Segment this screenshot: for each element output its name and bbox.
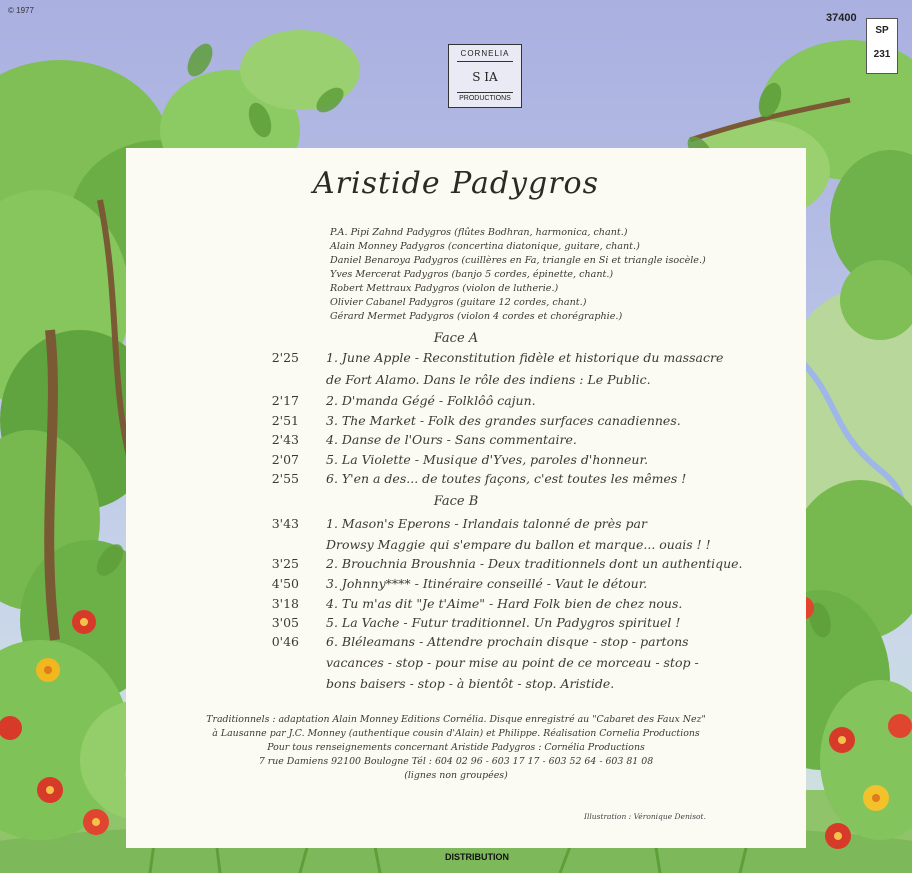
track-duration: 0'46	[271, 634, 299, 649]
flower-icon	[825, 823, 851, 849]
flower-icon	[863, 785, 889, 811]
label-sticker	[866, 18, 898, 74]
credit-line: à Lausanne par J.C. Monney (authentique cousin d'Alain) et Philippe. Réalisation Cornelia Productions	[212, 728, 700, 739]
track-title: Drowsy Maggie qui s'empare du ballon et marque... ouais ! !	[326, 537, 711, 552]
track-title: 2. D'manda Gégé - Folklôô cajun.	[326, 393, 536, 408]
member-line: Daniel Benaroya Padygros (cuillères en Fa, triangle en Si et triangle isocèle.)	[330, 255, 706, 266]
track-title: 3. The Market - Folk des grandes surfaces canadiennes.	[326, 413, 681, 428]
credit-line: Traditionnels : adaptation Alain Monney Editions Cornélia. Disque enregistré au "Cabaret des Faux Nez"	[206, 714, 706, 725]
track-duration: 3'18	[271, 596, 299, 611]
flower-icon	[36, 658, 60, 682]
sticker-number: 231	[873, 49, 891, 60]
track-title: bons baisers - stop - à bientôt - stop. Aristide.	[326, 676, 615, 691]
illustration-credit: Illustration : Véronique Denisot.	[584, 812, 706, 821]
track-duration: 2'43	[271, 432, 299, 447]
track-title: 1. June Apple - Reconstitution fidèle et historique du massacre	[326, 350, 724, 365]
cornelia-logo	[448, 44, 522, 108]
track-title: 4. Tu m'as dit "Je t'Aime" - Hard Folk bien de chez nous.	[326, 596, 683, 611]
track-title: 5. La Vache - Futur traditionnel. Un Padygros spirituel !	[326, 615, 681, 630]
track-duration: 2'07	[271, 452, 299, 467]
credit-line: 7 rue Damiens 92100 Boulogne Tél : 604 02 96 - 603 17 17 - 603 52 64 - 603 81 08	[258, 756, 654, 767]
flower-icon	[72, 610, 96, 634]
track-title: 1. Mason's Eperons - Irlandais talonné de près par	[326, 516, 647, 531]
logo-bottom-text: PRODUCTIONS	[459, 95, 511, 102]
sticker-code: SP	[875, 25, 889, 36]
member-line: Olivier Cabanel Padygros (guitare 12 cordes, chant.)	[330, 297, 587, 308]
member-line: Gérard Mermet Padygros (violon 4 cordes et chorégraphie.)	[330, 311, 623, 322]
track-duration: 3'43	[271, 516, 299, 531]
credit-line: (lignes non groupées)	[404, 770, 508, 781]
track-duration: 3'25	[271, 556, 299, 571]
track-title: de Fort Alamo. Dans le rôle des indiens : Le Public.	[326, 372, 651, 387]
track-duration: 4'50	[271, 576, 299, 591]
track-title: vacances - stop - pour mise au point de ce morceau - stop -	[326, 655, 699, 670]
track-duration: 2'17	[271, 393, 299, 408]
face-a-heading: Face A	[433, 331, 479, 346]
member-line: Robert Mettraux Padygros (violon de lutherie.)	[330, 283, 559, 294]
track-title: 5. La Violette - Musique d'Yves, paroles d'honneur.	[326, 452, 649, 467]
catalog-number: 37400	[826, 12, 857, 24]
member-line: Yves Mercerat Padygros (banjo 5 cordes, épinette, chant.)	[330, 269, 614, 280]
flower-icon	[83, 809, 109, 835]
track-title: 4. Danse de l'Ours - Sans commentaire.	[326, 432, 577, 447]
credit-line: Pour tous renseignements concernant Aristide Padygros : Cornélia Productions	[267, 742, 645, 753]
copyright-notice: © 1977	[8, 6, 34, 15]
track-duration: 2'55	[271, 471, 299, 486]
logo-emblem	[457, 61, 513, 93]
member-line: P.A. Pipi Zahnd Padygros (flûtes Bodhran, harmonica, chant.)	[330, 227, 628, 238]
member-line: Alain Monney Padygros (concertina diatonique, guitare, chant.)	[330, 241, 640, 252]
track-title: 6. Bléleamans - Attendre prochain disque - stop - partons	[326, 634, 689, 649]
track-title: 3. Johnny**** - Itinéraire conseillé - Vaut le détour.	[326, 576, 648, 591]
face-b-heading: Face B	[433, 494, 479, 509]
logo-top-text: CORNELIA	[460, 49, 510, 58]
album-title: Aristide Padygros	[312, 166, 600, 201]
track-duration: 3'05	[271, 615, 299, 630]
track-duration: 2'51	[271, 413, 299, 428]
distribution-label: DISTRIBUTION	[445, 852, 509, 862]
track-duration: 2'25	[271, 350, 299, 365]
logo-initials: S IA	[472, 70, 498, 84]
track-title: 2. Brouchnia Broushnia - Deux traditionnels dont un authentique.	[326, 556, 743, 571]
track-title: 6. Y'en a des... de toutes façons, c'est toutes les mêmes !	[326, 471, 687, 486]
